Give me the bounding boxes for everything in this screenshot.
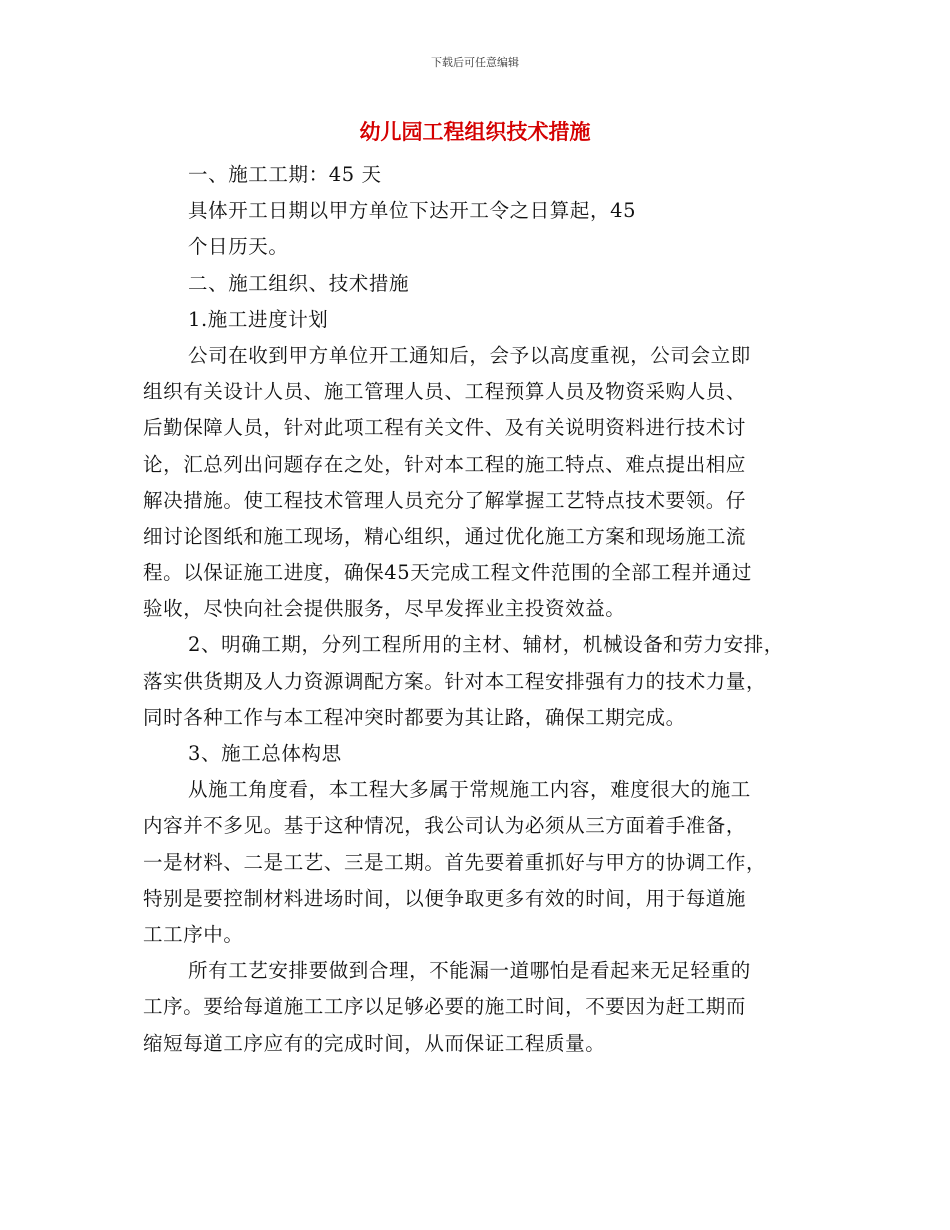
paragraph-line: 缩短每道工序应有的完成时间，从而保证工程质量。 [143, 1031, 606, 1055]
section-heading-organization: 二、施工组织、技术措施 [188, 271, 410, 295]
paragraph-line: 落实供货期及人力资源调配方案。针对本工程安排强有力的技术力量， [143, 669, 767, 693]
paragraph-line: 组织有关设计人员、施工管理人员、工程预算人员及物资采购人员、 [143, 380, 747, 404]
paragraph-line: 工序。要给每道施工工序以足够必要的施工时间，不要因为赶工期而 [143, 995, 747, 1019]
paragraph-line: 验收，尽快向社会提供服务，尽早发挥业主投资效益。 [143, 597, 626, 621]
page-header-note: 下载后可任意编辑 [431, 56, 519, 69]
paragraph-line: 具体开工日期以甲方单位下达开工令之日算起，45 [188, 199, 637, 223]
paragraph-line: 论，汇总列出问题存在之处，针对本工程的施工特点、难点提出相应 [143, 452, 747, 476]
paragraph-line: 解决措施。使工程技术管理人员充分了解掌握工艺特点技术要领。仔 [143, 488, 747, 512]
paragraph-line: 个日历天。 [188, 235, 289, 259]
paragraph-line: 后勤保障人员，针对此项工程有关文件、及有关说明资料进行技术讨 [143, 416, 747, 440]
paragraph-line: 公司在收到甲方单位开工通知后，会予以高度重视，公司会立即 [188, 343, 751, 367]
paragraph-line: 2、明确工期，分列工程所用的主材、辅材，机械设备和劳力安排， [188, 633, 784, 657]
document-title: 幼儿园工程组织技术措施 [359, 120, 591, 144]
document-body [143, 160, 823, 1065]
paragraph-line: 同时各种工作与本工程冲突时都要为其让路，确保工期完成。 [143, 705, 686, 729]
subsection-heading-progress-plan: 1.施工进度计划 [188, 307, 329, 331]
paragraph-line: 特别是要控制材料进场时间，以便争取更多有效的时间，用于每道施 [143, 886, 747, 910]
paragraph-line: 工工序中。 [143, 922, 244, 946]
paragraph-line: 内容并不多见。基于这种情况，我公司认为必须从三方面着手准备， [143, 814, 747, 838]
paragraph-line: 一是材料、二是工艺、三是工期。首先要着重抓好与甲方的协调工作， [143, 850, 767, 874]
paragraph-line: 程。以保证施工进度，确保45天完成工程文件范围的全部工程并通过 [143, 561, 752, 585]
subsection-heading-overall-concept: 3、施工总体构思 [188, 742, 342, 765]
section-heading-schedule: 一、施工工期：45 天 [188, 163, 382, 186]
paragraph-line: 从施工角度看，本工程大多属于常规施工内容，难度很大的施工 [188, 778, 751, 802]
paragraph-line: 细讨论图纸和施工现场，精心组织，通过优化施工方案和现场施工流 [143, 524, 747, 548]
paragraph-line: 所有工艺安排要做到合理，不能漏一道哪怕是看起来无足轻重的 [188, 959, 751, 983]
